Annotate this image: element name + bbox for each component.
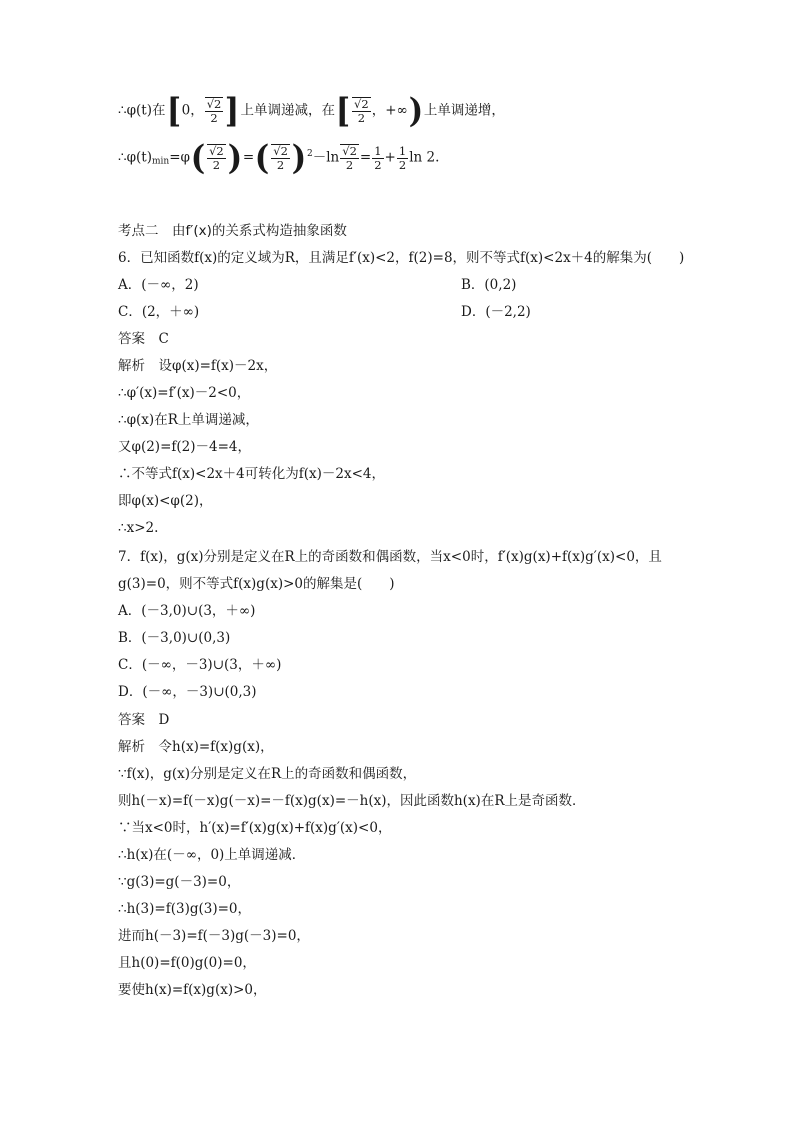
solution-line: 进而h(－3)=f(－3)g(－3)=0， <box>118 928 310 944</box>
option-b: B．(－3,0)∪(0,3) <box>118 630 231 646</box>
fraction <box>397 145 408 172</box>
fraction-denominator: 2 <box>398 157 407 172</box>
answer-label: 答案 D <box>118 712 170 728</box>
option-c-text: C．(2，＋∞) <box>118 304 200 320</box>
option-b-text: B．(0,2) <box>461 277 517 293</box>
solution-line: 要使h(x)=f(x)g(x)>0， <box>118 982 267 998</box>
option-d: D．(－∞，－3)∪(0,3) <box>118 684 257 700</box>
fraction <box>372 145 383 172</box>
right-bracket: ) <box>227 138 243 178</box>
fraction-denominator: 2 <box>212 158 221 172</box>
text-segment: 上单调递减，在 <box>240 102 335 119</box>
text-segment: + <box>384 149 396 166</box>
solution-line: 且h(0)=f(0)g(0)=0， <box>118 955 256 971</box>
right-bracket: ) <box>408 91 424 131</box>
text-segment: ∴φ(t) <box>118 149 153 166</box>
exponent: 2 <box>307 149 313 159</box>
solution-line: ∴x>2. <box>118 520 159 536</box>
left-bracket: ( <box>190 138 206 178</box>
fraction-denominator: 2 <box>374 157 382 172</box>
solution-line: 即φ(x)<φ(2)， <box>118 493 213 509</box>
left-bracket: [ <box>166 91 181 131</box>
text-segment: = <box>359 149 372 166</box>
text-segment: ，+∞ <box>371 102 408 119</box>
option-a: A．(－3,0)∪(3，＋∞) <box>118 603 256 619</box>
text-segment: 0， <box>181 102 204 119</box>
question-7-stem-cont: g(3)=0，则不等式f(x)g(x)>0的解集是( ) <box>118 576 395 592</box>
fraction-numerator: 1 <box>374 143 382 158</box>
right-bracket: ] <box>225 91 240 131</box>
text-segment: 上单调递增， <box>423 102 505 119</box>
option-a <box>118 274 517 296</box>
text-segment: =φ <box>169 149 190 166</box>
option-c: C．(－∞，－3)∪(3，＋∞) <box>118 657 282 673</box>
fraction-numerator: √2 <box>209 144 224 158</box>
solution-line: 则h(－x)=f(－x)g(－x)=－f(x)g(x)=－h(x)，因此函数h(x)在R上是奇函数． <box>118 793 586 809</box>
fraction-denominator: 2 <box>345 158 354 172</box>
text-segment: = <box>242 149 255 166</box>
section-title: 考点二 由f′(x)的关系式构造抽象函数 <box>118 223 347 239</box>
fraction-numerator: 1 <box>398 143 407 158</box>
option-d-text: D．(－2,2) <box>461 304 531 320</box>
solution-line: ∴h(3)=f(3)g(3)=0， <box>118 901 252 917</box>
solution-line: ∴φ(x)在R上单调递减， <box>118 412 259 428</box>
text-segment: －ln <box>312 149 340 166</box>
monotonic-intervals-line <box>118 91 505 131</box>
fraction-numerator: √2 <box>342 144 357 158</box>
solution-line: 又φ(2)=f(2)－4=4， <box>118 439 251 455</box>
solution-line: ∵当x<0时，h′(x)=f′(x)g(x)+f(x)g′(x)<0， <box>118 820 392 836</box>
right-bracket: ) <box>291 138 307 178</box>
fraction-numerator: √2 <box>273 144 288 158</box>
fraction <box>271 144 290 172</box>
question-7-stem: 7．f(x)，g(x)分别是定义在R上的奇函数和偶函数，当x<0时，f′(x)g(x)+f(x)g′(x)<0，且 <box>118 549 662 565</box>
fraction-denominator: 2 <box>357 111 366 125</box>
subscript: min <box>152 156 170 167</box>
fraction-numerator: √2 <box>206 97 222 111</box>
fraction <box>340 144 359 172</box>
answer-label: 答案 C <box>118 331 169 347</box>
option-c <box>118 301 531 323</box>
fraction-numerator: √2 <box>354 97 369 111</box>
solution-line: ∵g(3)=g(－3)=0， <box>118 874 241 890</box>
fraction <box>205 97 224 125</box>
minimum-value-line <box>118 138 440 178</box>
left-bracket: ( <box>254 138 270 178</box>
solution-line: 解析 令h(x)=f(x)g(x)， <box>118 739 274 755</box>
fraction-denominator: 2 <box>210 111 218 125</box>
fraction <box>207 144 226 172</box>
option-a-text: A．(－∞，2) <box>118 277 199 293</box>
solution-line: ∵f(x)，g(x)分别是定义在R上的奇函数和偶函数， <box>118 766 417 782</box>
fraction <box>352 97 371 125</box>
solution-line: ∴h(x)在(－∞，0)上单调递减． <box>118 847 306 863</box>
fraction-denominator: 2 <box>276 158 285 172</box>
text-segment: ∴φ(t)在 <box>118 102 166 119</box>
solution-line: ∴不等式f(x)<2x＋4可转化为f(x)－2x<4， <box>118 466 385 482</box>
solution-line: ∴φ′(x)=f′(x)－2<0， <box>118 385 251 401</box>
left-bracket: [ <box>335 91 351 131</box>
solution-line: 解析 设φ(x)=f(x)－2x， <box>118 358 278 374</box>
question-6-stem: 6．已知函数f(x)的定义域为R，且满足f′(x)<2，f(2)=8，则不等式f(x)<2x＋4的解集为( ) <box>118 250 685 266</box>
text-segment: ln 2. <box>409 149 440 166</box>
